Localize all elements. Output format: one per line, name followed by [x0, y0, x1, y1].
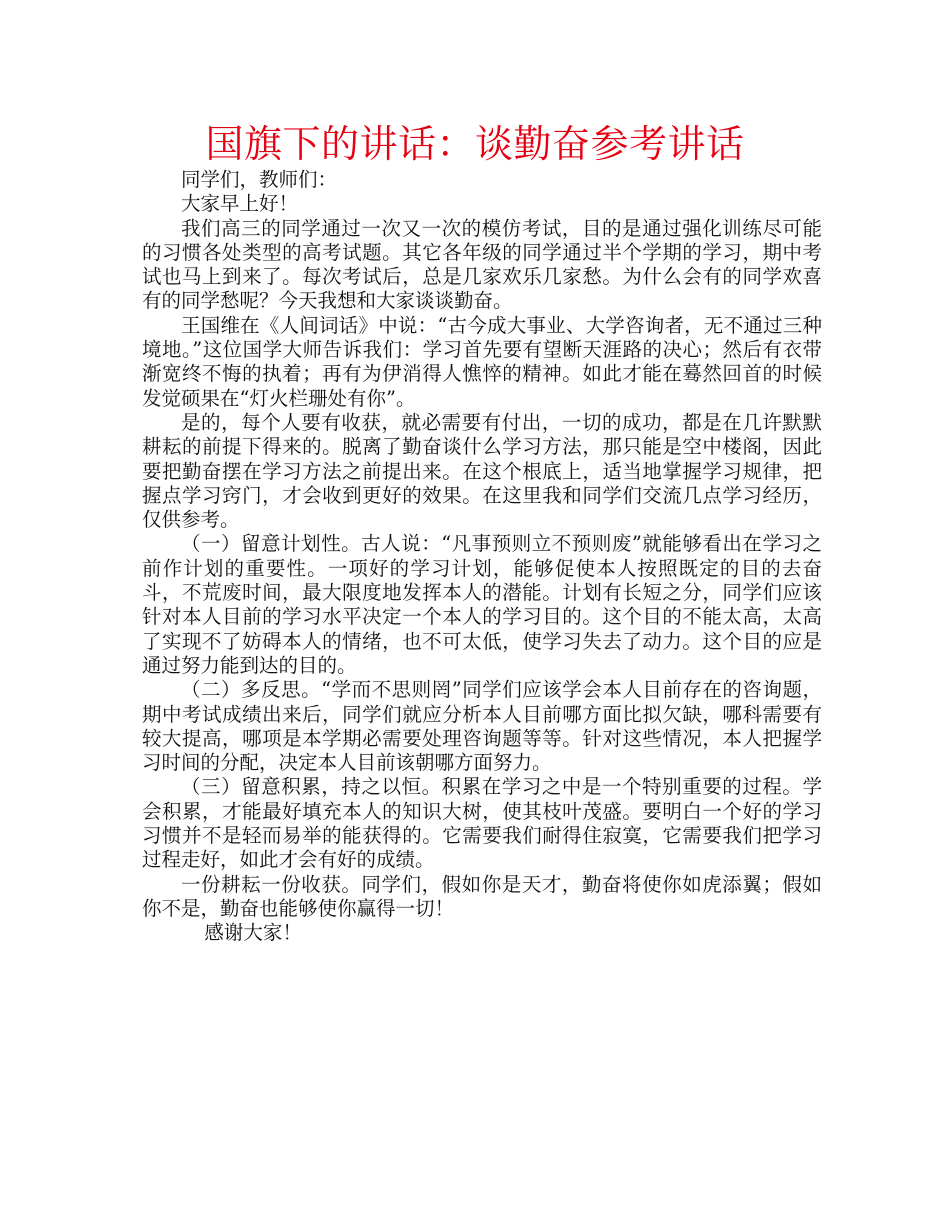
paragraph-point-one: （一）留意计划性。古人说：“凡事预则立不预则废”就能够看出在学习之前作计划的重要性。一项好的学习计划，能够促使本人按照既定的目的去奋斗，不荒废时间，最大限度地发挥本人的潜能。计划有长短之分，同学们应该针对本人目前的学习水平决定一个本人的学习目的。这个目的不能太高，太高了实现不了妨碍本人的情绪，也不可太低，使学习失去了动力。这个目的应是通过努力能到达的目的。 [142, 532, 822, 677]
paragraph-point-two: （二）多反思。“学而不思则罔”同学们应该学会本人目前存在的咨询题，期中考试成绩出来后，同学们就应分析本人目前哪方面比拟欠缺，哪科需要有较大提高，哪项是本学期必需要处理咨询题等等。针对这些情况，本人把握学习时间的分配，决定本人目前该朝哪方面努力。 [142, 678, 822, 775]
paragraph-greeting: 大家早上好！ [181, 192, 299, 216]
document-title: 国旗下的讲话：谈勤奋参考讲话 [205, 122, 745, 166]
paragraph-point-three: （三）留意积累，持之以恒。积累在学习之中是一个特别重要的过程。学会积累，才能最好填充本人的知识大树，使其枝叶茂盛。要明白一个好的学习习惯并不是轻而易举的能获得的。它需要我们耐得住寂寞，它需要我们把学习过程走好，如此才会有好的成绩。 [142, 775, 822, 872]
paragraph-effort: 是的，每个人要有收获，就必需要有付出，一切的成功，都是在几许默默耕耘的前提下得来的。脱离了勤奋谈什么学习方法，那只能是空中楼阁，因此要把勤奋摆在学习方法之前提出来。在这个根底上，适当地掌握学习规律，把握点学习窍门，才会收到更好的效果。在这里我和同学们交流几点学习经历，仅供参考。 [142, 410, 822, 532]
paragraph-conclusion: 一份耕耘一份收获。同学们，假如你是天才，勤奋将使你如虎添翼；假如你不是，勤奋也能够使你赢得一切！ [142, 872, 822, 920]
paragraph-wang-guowei: 王国维在《人间词话》中说：“古今成大事业、大学咨询者，无不通过三种境地。”这位国学大师告诉我们：学习首先要有望断天涯路的决心；然后有衣带渐宽终不悔的执着；再有为伊消得人憔悴的精神。如此才能在蓦然回首的时候发觉硕果在“灯火栏珊处有你”。 [142, 313, 822, 410]
paragraph-exams: 我们高三的同学通过一次又一次的模仿考试，目的是通过强化训练尽可能的习惯各处类型的高考试题。其它各年级的同学通过半个学期的学习，期中考试也马上到来了。每次考试后，总是几家欢乐几家愁。为什么会有的同学欢喜有的同学愁呢？今天我想和大家谈谈勤奋。 [142, 216, 822, 313]
paragraph-thanks: 感谢大家！ [204, 921, 302, 945]
document-body [142, 168, 822, 946]
paragraph-salutation: 同学们，教师们： [181, 168, 338, 191]
